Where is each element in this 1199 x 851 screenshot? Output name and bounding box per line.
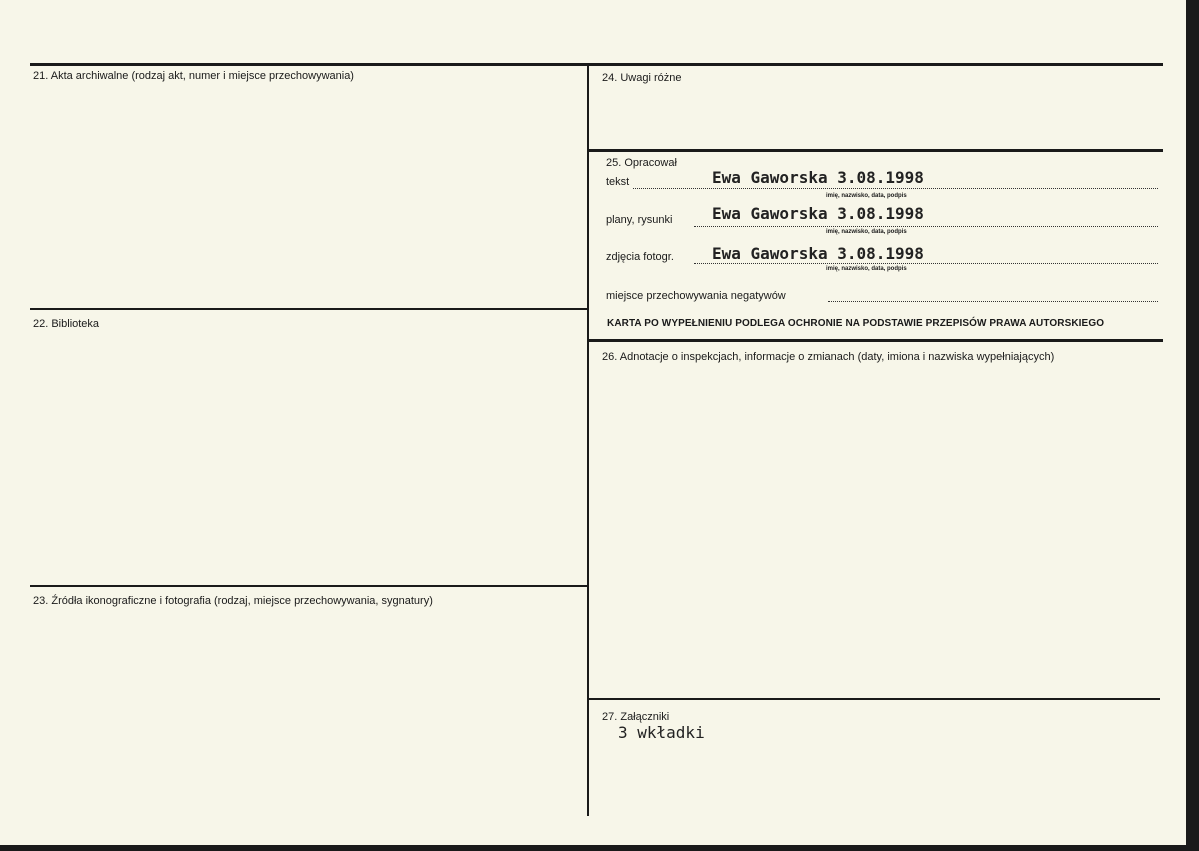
- tekst-caption: imię, nazwisko, data, podpis: [826, 193, 907, 199]
- top-rule: [30, 63, 1163, 66]
- section-26-label: 26. Adnotacje o inspekcjach, informacje o zmianach (daty, imiona i nazwiska wypełniających): [602, 351, 1055, 363]
- plany-label: plany, rysunki: [606, 214, 673, 226]
- attachments-value: 3 wkładki: [618, 723, 705, 742]
- section-21-label: 21. Akta archiwalne (rodzaj akt, numer i miejsce przechowywania): [33, 70, 354, 82]
- tekst-line: [633, 188, 1158, 189]
- section-22-label: 22. Biblioteka: [33, 318, 100, 330]
- section-23-label: 23. Źródła ikonograficzne i fotografia (rodzaj, miejsce przechowywania, sygnatury): [33, 595, 433, 607]
- rule-27: [588, 698, 1160, 700]
- negatywy-label: miejsce przechowywania negatywów: [606, 290, 786, 302]
- section-25-label: 25. Opracował: [606, 157, 677, 169]
- zdjecia-value: Ewa Gaworska 3.08.1998: [712, 244, 924, 263]
- rule-26: [588, 339, 1163, 342]
- rule-22: [30, 308, 588, 310]
- zdjecia-line: [694, 263, 1158, 264]
- plany-caption: imię, nazwisko, data, podpis: [826, 229, 907, 235]
- section-27-label: 27. Załączniki: [602, 711, 670, 723]
- copyright-notice: KARTA PO WYPEŁNIENIU PODLEGA OCHRONIE NA PODSTAWIE PRZEPISÓW PRAWA AUTORSKIEGO: [607, 318, 1105, 329]
- section-24-label: 24. Uwagi różne: [602, 72, 682, 84]
- negatywy-line: [828, 301, 1158, 302]
- plany-line: [694, 226, 1158, 227]
- rule-23: [30, 585, 588, 587]
- tekst-label: tekst: [606, 176, 630, 188]
- zdjecia-label: zdjęcia fotogr.: [606, 251, 674, 263]
- rule-25: [588, 149, 1163, 152]
- tekst-value: Ewa Gaworska 3.08.1998: [712, 168, 924, 187]
- zdjecia-caption: imię, nazwisko, data, podpis: [826, 266, 907, 272]
- plany-value: Ewa Gaworska 3.08.1998: [712, 204, 924, 223]
- center-divider: [587, 63, 589, 816]
